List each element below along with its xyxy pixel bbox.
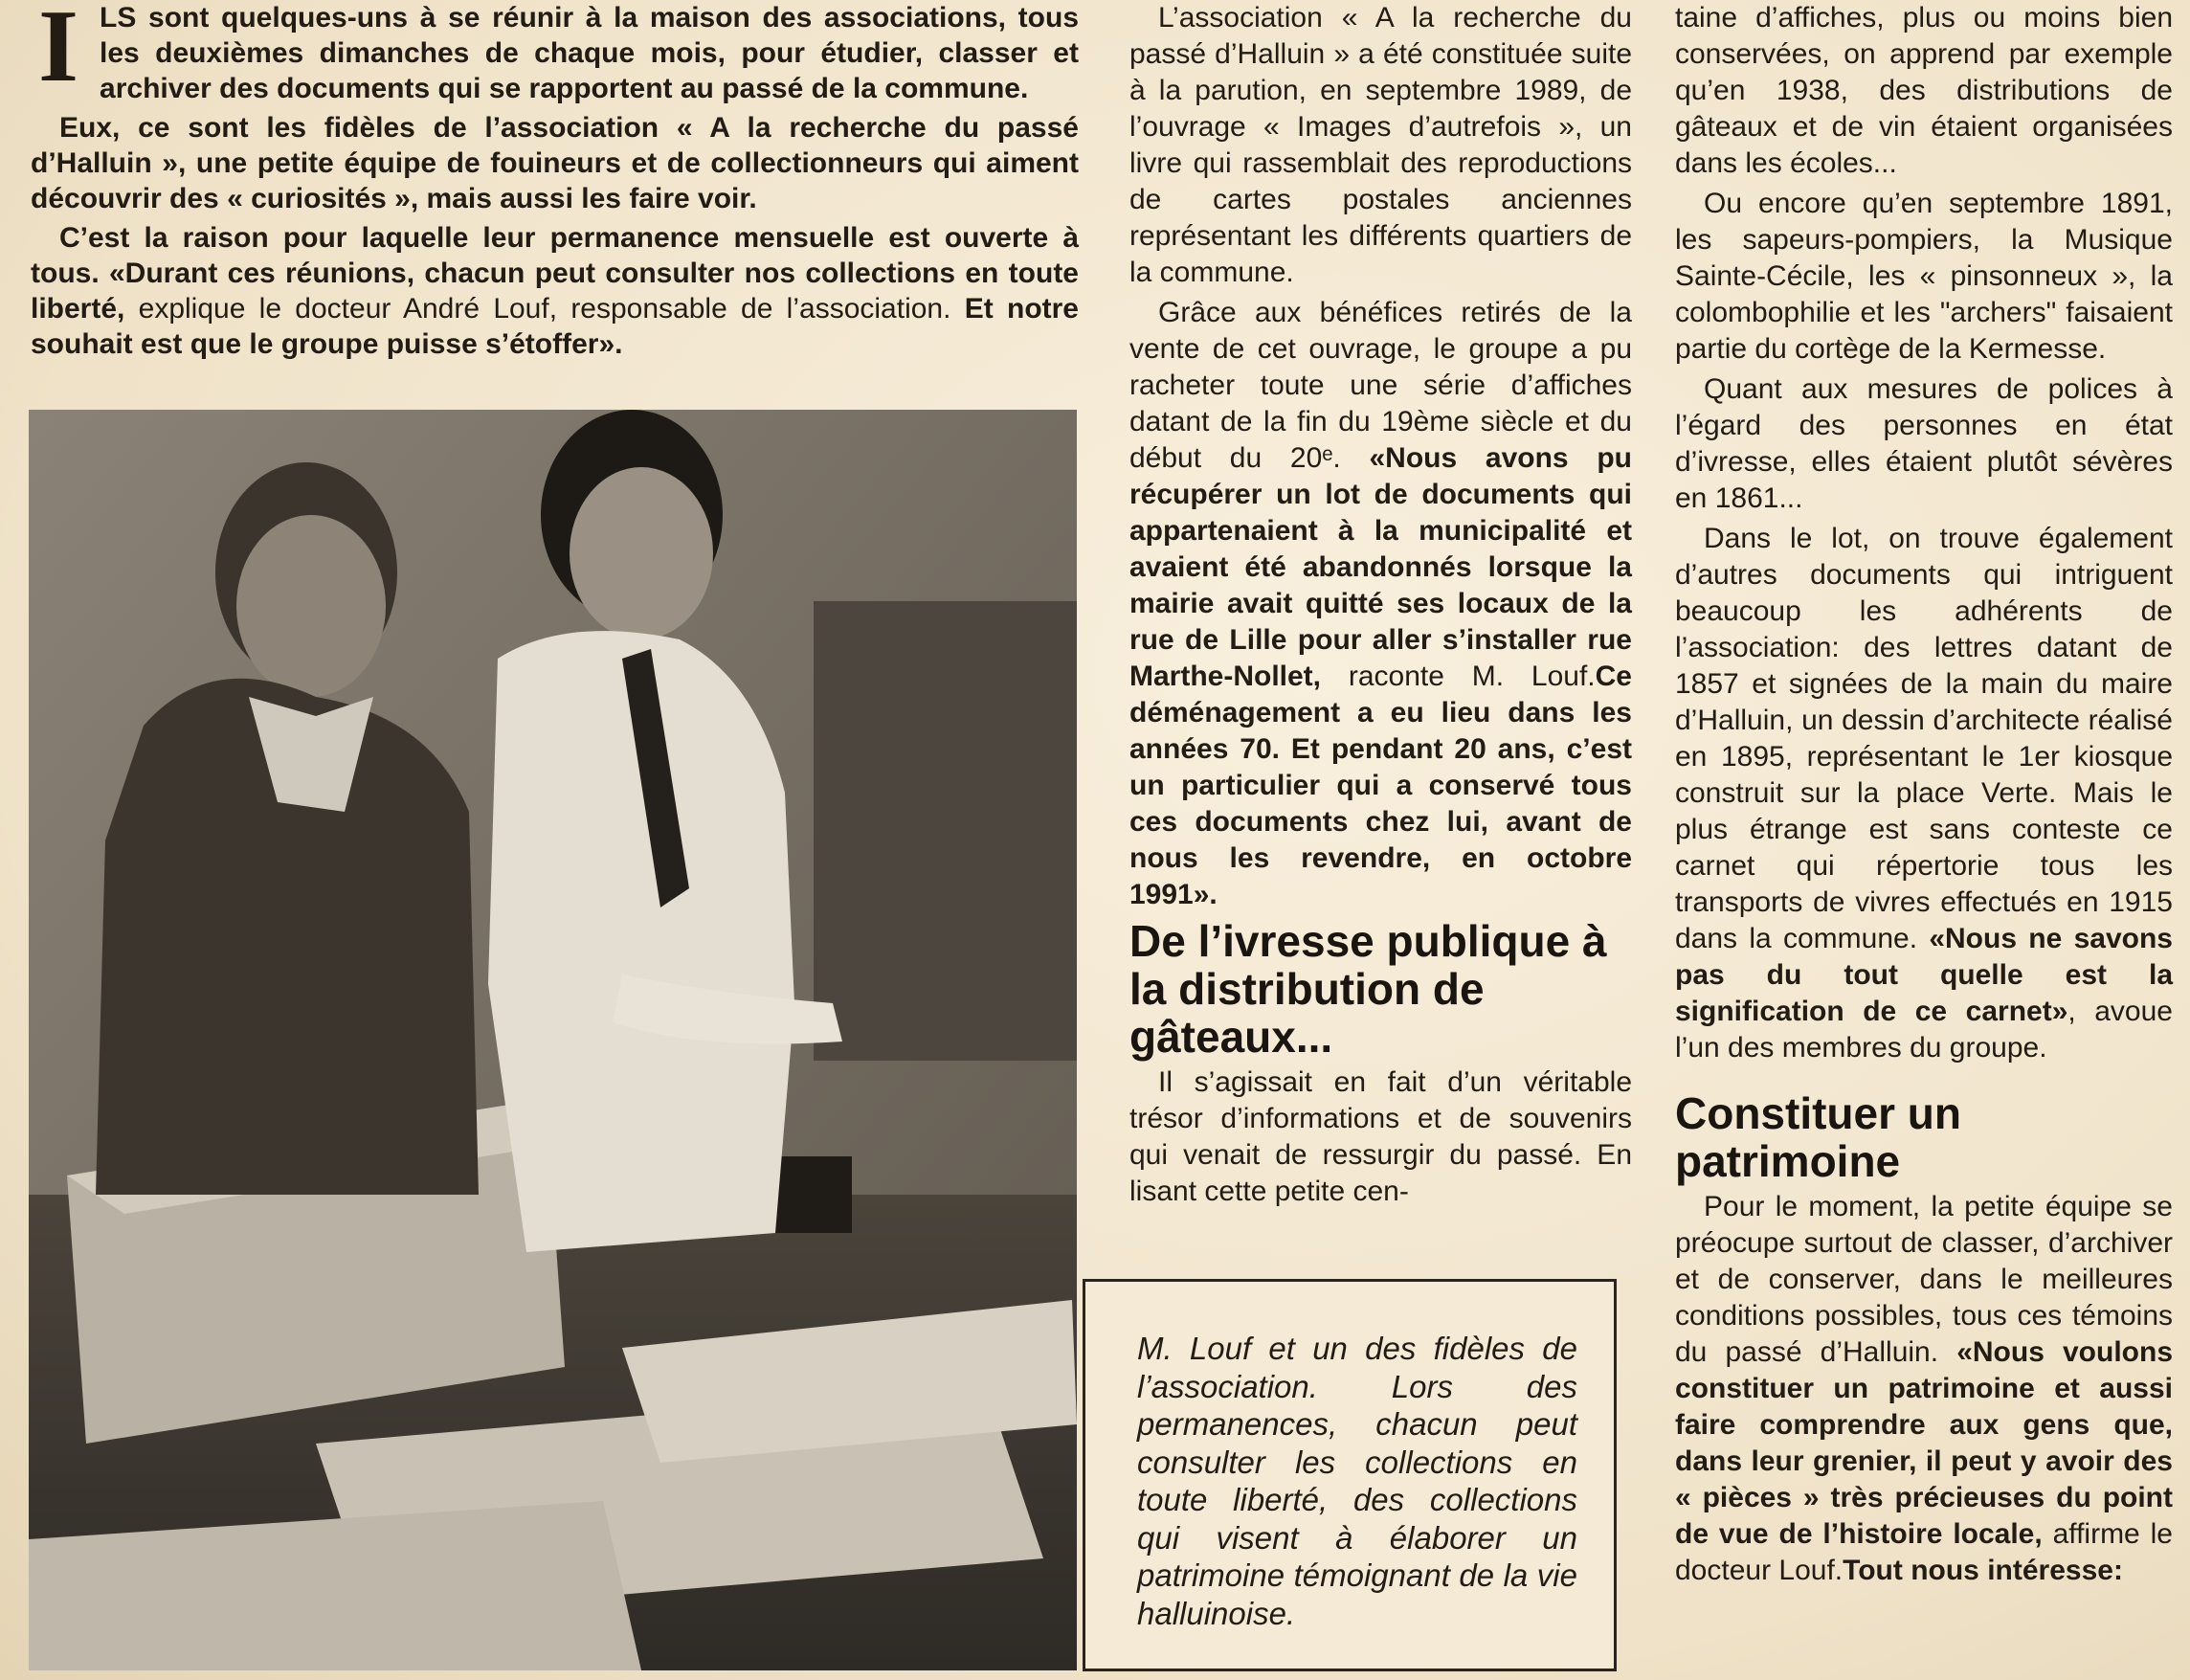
col2-paragraph-2: Grâce aux bénéfices retirés de la vente de cet ouvrage, le groupe a pu racheter toute une série d’affiches datant de la fin du 19ème siècle et du début du 20ᵉ. «Nous avons pu récupérer un lot de documents qui appartenaient à la municipalité et avaient été abandonnés lorsque la mairie avait quitté ses locaux de la rue de Lille pour aller s’installer rue Marthe-Nollet, raconte M. Louf.Ce déménagement a eu lieu dans les années 70. Et pendant 20 ans, c’est un particulier qui a conservé tous ces documents chez lui, avant de nous les revendre, en octobre 1991». bbox=[1129, 297, 1632, 910]
article-intro bbox=[31, 0, 1079, 366]
subheading-patrimoine: Constituer un patrimoine bbox=[1675, 1088, 1961, 1186]
photo-caption: M. Louf et un des fidèles de l’association. Lors des permanences, chacun peut consulter les collections en toute liberté, des collections qui visent à élaborer un patrimoine témoignant de la vie halluinoise. bbox=[1137, 1331, 1577, 1631]
col3-paragraph-5: Pour le moment, la petite équipe se préocupe surtout de classer, d’archiver et de conserver, dans le meilleures conditions possibles, tous ces témoins du passé d’Halluin. «Nous voulons constituer un patrimoine et aussi faire comprendre aux gens que, dans leur grenier, il peut y avoir des « pièces » très précieuses du point de vue de l’histoire locale, affirme le docteur Louf.Tout nous intéresse: bbox=[1675, 1191, 2173, 1586]
drop-cap: I bbox=[38, 0, 79, 103]
intro-paragraph-1: I LS sont quelques-uns à se réunir à la maison des associations, tous les deuxièmes dimanches de chaque mois, pour étudier, classer et archiver des documents qui se rapportent au passé de la commune. bbox=[38, 0, 1079, 104]
col3-paragraph-3: Quant aux mesures de polices à l’égard des personnes en état d’ivresse, elles étaient plutôt sévères en 1861... bbox=[1675, 373, 2173, 514]
intro-paragraph-2: Eux, ce sont les fidèles de l’association « A la recherche du passé d’Halluin », une petite équipe de fouineurs et de collectionneurs qui aiment découvrir des « curiosités », mais aussi les faire voir. bbox=[31, 112, 1079, 214]
article-column-2 bbox=[1129, 0, 1632, 1214]
photo-illustration bbox=[29, 410, 1077, 1670]
photo-caption-box bbox=[1083, 1279, 1617, 1671]
article-column-3 bbox=[1675, 0, 2173, 1593]
article-photo bbox=[29, 410, 1077, 1670]
col2-paragraph-3: Il s’agissait en fait d’un véritable trésor d’informations et de souvenirs qui venait de ressurgir du passé. En lisant cette petite cen- bbox=[1129, 1066, 1632, 1207]
col3-paragraph-2: Ou encore qu’en septembre 1891, les sapeurs-pompiers, la Musique Sainte-Cécile, les « pinsonneux », la colombophilie et les "archers" faisaient partie du cortège de la Kermesse. bbox=[1675, 188, 2173, 365]
intro-paragraph-3: C’est la raison pour laquelle leur permanence mensuelle est ouverte à tous. «Durant ces réunions, chacun peut consulter nos collections en toute liberté, explique le docteur André Louf, responsable de l’association. Et notre souhait est que le groupe puisse s’étoffer». bbox=[31, 222, 1079, 360]
col2-paragraph-1: L’association « A la recherche du passé d’Halluin » a été constituée suite à la parution, en septembre 1989, de l’ouvrage « Images d’autrefois », un livre qui rassemblait des reproductions de cartes postales anciennes représentant les différents quartiers de la commune. bbox=[1129, 2, 1632, 288]
col3-paragraph-1: taine d’affiches, plus ou moins bien conservées, on apprend par exemple qu’en 1938, des distributions de gâteaux et de vin étaient organisées dans les écoles... bbox=[1675, 2, 2173, 179]
subheading-ivresse: De l’ivresse publique à la distribution de gâteaux... bbox=[1129, 916, 1607, 1062]
col3-paragraph-4: Dans le lot, on trouve également d’autres documents qui intriguent beaucoup les adhérents de l’association: des lettres datant de 1857 et signées de la main du maire d’Halluin, un dessin d’architecte réalisé en 1895, représentant le 1er kiosque construit sur la place Verte. Mais le plus étrange est sans conteste ce carnet qui répertorie tous les transports de vivres effectués en 1915 dans la commune. «Nous ne savons pas du tout quelle est la signification de ce carnet», avoue l’un des membres du groupe. bbox=[1675, 523, 2173, 1064]
